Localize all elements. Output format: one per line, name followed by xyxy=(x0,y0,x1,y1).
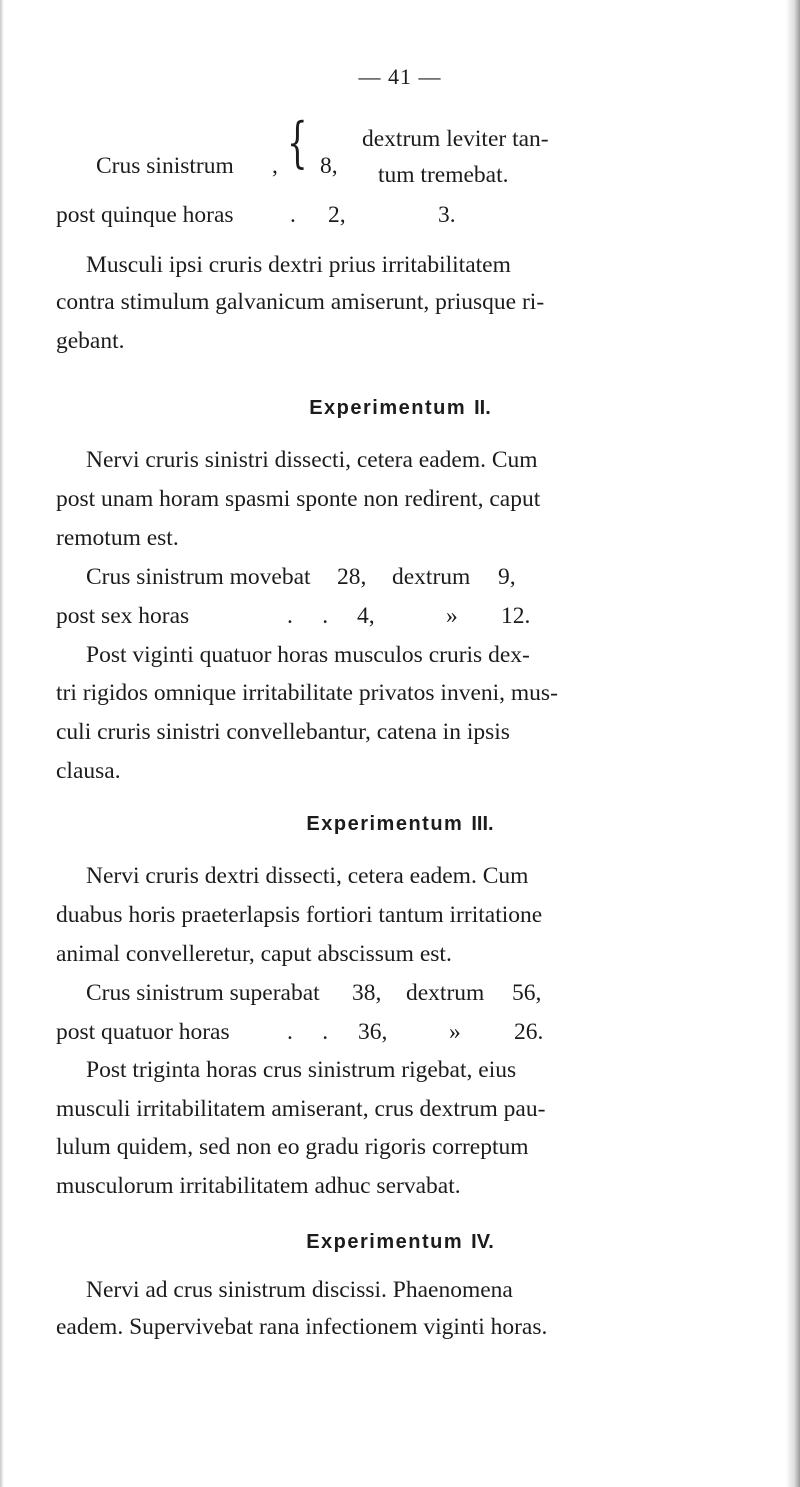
exp2-table-row2-v1: 4, xyxy=(357,603,375,629)
exp3-table-row2-label: post quatuor horas xyxy=(56,1019,230,1045)
heading-word: Experimentum xyxy=(309,397,467,419)
exp3-table-mid: dextrum xyxy=(406,980,485,1006)
exp2-table-v1: 28, xyxy=(337,564,367,590)
brace-mark: { xyxy=(287,111,308,174)
exp3-table-row2-v1: 36, xyxy=(358,1019,388,1045)
exp2-table-row2-v2: 12. xyxy=(501,603,531,629)
heading-number: II. xyxy=(474,397,491,419)
crus-sinistrum-label: Crus sinistrum xyxy=(96,153,234,179)
exp4-para-line: eadem. Supervivebat rana infectionem viginti horas. xyxy=(56,1314,548,1340)
exp2-table-row2-label: post sex horas xyxy=(56,603,190,629)
heading-word: Experimentum xyxy=(306,813,464,835)
exp3-para2-line: lulum quidem, sed non eo gradu rigoris correptum xyxy=(56,1134,529,1160)
exp2-table-label: Crus sinistrum movebat xyxy=(86,564,311,590)
exp3-para2-line: Post triginta horas crus sinistrum rigebat, eius xyxy=(86,1057,517,1083)
para1-line: Musculi ipsi cruris dextri prius irritabilitatem xyxy=(86,252,511,278)
exp2-table-mid: dextrum xyxy=(392,564,471,590)
heading-word: Experimentum xyxy=(306,1231,464,1253)
exp4-para-line: Nervi ad crus sinistrum discissi. Phaenomena xyxy=(86,1277,513,1303)
heading-number: III. xyxy=(471,813,494,835)
exp3-para2-line: musculorum irritabilitatem adhuc servabat. xyxy=(56,1173,461,1199)
exp3-table-row2-dots: . . xyxy=(287,1019,329,1045)
exp3-table-v1: 38, xyxy=(352,980,382,1006)
para1-line: contra stimulum galvanicum amiserunt, priusque ri- xyxy=(56,289,545,315)
exp3-table-row2-ditto: » xyxy=(449,1019,461,1045)
experimentum-ii-heading xyxy=(0,397,800,420)
exp2-table-row2-dots: . . xyxy=(287,603,329,629)
exp3-table-row2-v2: 26. xyxy=(514,1019,544,1045)
heading-number: IV. xyxy=(471,1231,494,1253)
page-edge-shadow-left xyxy=(0,0,4,1487)
exp3-para2-line: musculi irritabilitatem amiserant, crus dextrum pau- xyxy=(56,1096,546,1122)
exp3-table-v2: 56, xyxy=(512,980,542,1006)
exp2-para-line: post unam horam spasmi sponte non redirent, caput xyxy=(56,486,541,512)
exp3-table-label: Crus sinistrum superabat xyxy=(86,980,320,1006)
exp2-para2-line: clausa. xyxy=(56,758,121,784)
para1-line: gebant. xyxy=(56,328,125,354)
experimentum-iv-heading xyxy=(0,1231,800,1254)
exp2-para2-line: tri rigidos omnique irritabilitate privatos inveni, mus- xyxy=(56,680,558,706)
table1-row2-label: post quinque horas xyxy=(56,202,234,228)
exp2-para2-line: Post viginti quatuor horas musculos cruris dex- xyxy=(86,642,530,668)
exp2-para-line: Nervi cruris sinistri dissecti, cetera eadem. Cum xyxy=(86,447,538,473)
exp3-para-line: animal convelleretur, caput abscissum est. xyxy=(56,941,452,967)
page-edge-shadow-right xyxy=(786,0,800,1487)
table1-note-line2: tum tremebat. xyxy=(378,162,509,188)
experimentum-iii-heading xyxy=(0,813,800,836)
table1-row1-sep: , xyxy=(272,153,278,179)
exp2-table-v2: 9, xyxy=(498,564,516,590)
table1-row1-value: 8, xyxy=(320,153,338,179)
exp2-para2-line: culi cruris sinistri convellebantur, catena in ipsis xyxy=(56,719,510,745)
table1-row2-value2: 3. xyxy=(438,202,456,228)
page-number: — 41 — xyxy=(358,64,442,89)
exp2-para-line: remotum est. xyxy=(56,525,179,551)
table1-row2-dot: . xyxy=(290,202,296,228)
exp3-para-line: duabus horis praeterlapsis fortiori tantum irritatione xyxy=(56,902,543,928)
table1-note-line1: dextrum leviter tan- xyxy=(362,126,549,152)
exp3-para-line: Nervi cruris dextri dissecti, cetera eadem. Cum xyxy=(86,863,529,889)
exp2-table-row2-ditto: » xyxy=(446,603,458,629)
table1-row2-value: 2, xyxy=(328,202,346,228)
